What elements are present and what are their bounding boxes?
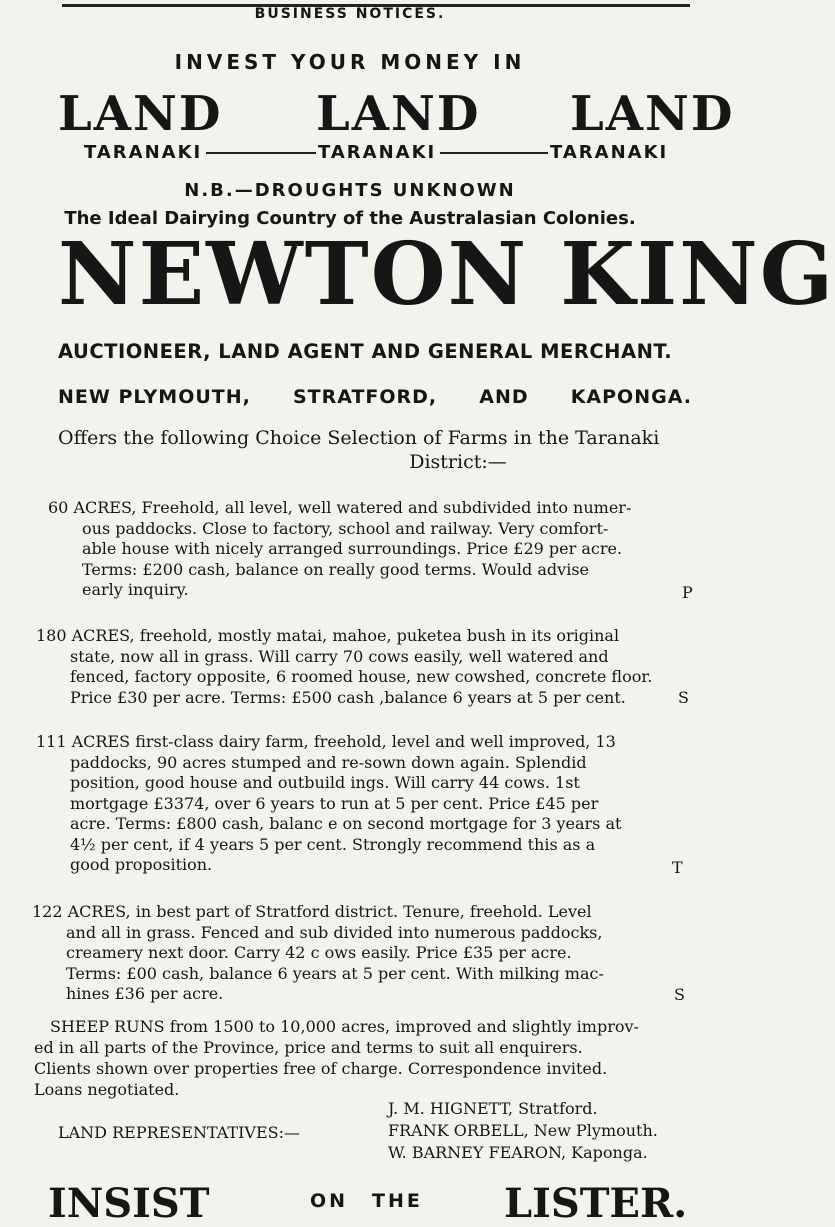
representatives-label: LAND REPRESENTATIVES:— xyxy=(58,1123,301,1142)
listing-letter: P xyxy=(682,583,693,602)
listing-180-acres xyxy=(36,626,652,708)
representative-name: W. BARNEY FEARON, Kaponga. xyxy=(388,1143,648,1162)
listing-line: 122 ACRES, in best part of Stratford district. Tenure, freehold. Level xyxy=(32,902,592,921)
footer-word-the: THE xyxy=(372,1190,423,1212)
ideal-tagline: The Ideal Dairying Country of the Australasian Colonies. xyxy=(64,208,636,229)
listing-line: fenced, factory opposite, 6 roomed house, new cowshed, concrete floor. xyxy=(70,667,653,686)
offers-line-1: Offers the following Choice Selection of Farms in the Taranaki xyxy=(58,427,660,449)
listing-line: paddocks, 90 acres stumped and re-sown down again. Splendid xyxy=(70,752,587,772)
dash-line-2 xyxy=(440,152,548,154)
sheep-line: ed in all parts of the Province, price and terms to suit all enquirers. xyxy=(34,1038,583,1057)
listing-line: hines £36 per acre. xyxy=(66,984,224,1003)
listing-line: position, good house and outbuild ings. Will carry 44 cows. 1st xyxy=(70,773,580,792)
land-word-2: LAND xyxy=(316,86,481,142)
listing-60-acres xyxy=(48,498,631,601)
representative-name: J. M. HIGNETT, Stratford. xyxy=(388,1099,598,1118)
section-header: BUSINESS NOTICES. xyxy=(254,6,446,22)
town-1: NEW PLYMOUTH, xyxy=(58,386,251,408)
listing-line: able house with nicely arranged surroundings. Price £29 per acre. xyxy=(82,539,623,558)
listing-122-acres xyxy=(32,902,604,1005)
listing-line: ous paddocks. Close to factory, school and railway. Very comfort- xyxy=(82,518,609,538)
footer-word-on: ON xyxy=(310,1190,349,1212)
listing-line: creamery next door. Carry 42 c ows easily. Price £35 per acre. xyxy=(66,943,572,962)
sheep-line: Clients shown over properties free of charge. Correspondence invited. xyxy=(34,1059,608,1078)
listing-line: Price £30 per acre. Terms: £500 cash ,balance 6 years at 5 per cent. xyxy=(70,687,626,707)
land-word-1: LAND xyxy=(58,86,223,142)
taranaki-3: TARANAKI xyxy=(550,142,669,163)
offers-intro xyxy=(58,426,698,474)
towns-line xyxy=(58,386,692,408)
listing-111-acres xyxy=(36,732,621,876)
town-4: KAPONGA. xyxy=(570,386,692,408)
listing-line: 60 ACRES, Freehold, all level, well watered and subdivided into numer- xyxy=(48,498,632,517)
town-3: AND xyxy=(479,386,529,408)
town-2: STRATFORD, xyxy=(292,386,438,408)
listing-letter: S xyxy=(674,985,685,1004)
drought-notice: N.B.—DROUGHTS UNKNOWN xyxy=(184,180,516,201)
trade-line: AUCTIONEER, LAND AGENT AND GENERAL MERCHANT. xyxy=(58,340,673,363)
listing-letter: T xyxy=(672,858,683,877)
representative-name: FRANK ORBELL, New Plymouth. xyxy=(388,1121,658,1140)
footer-headline xyxy=(0,1180,700,1227)
listing-line: 180 ACRES, freehold, mostly matai, mahoe, puketea bush in its original xyxy=(36,626,620,645)
listing-line: 4½ per cent, if 4 years 5 per cent. Strongly recommend this as a xyxy=(70,834,596,854)
listing-line: good proposition. xyxy=(70,855,213,874)
sheep-runs-notice xyxy=(34,1016,684,1100)
footer-word-insist: INSIST xyxy=(48,1180,210,1227)
taranaki-2: TARANAKI xyxy=(318,142,437,163)
taranaki-1: TARANAKI xyxy=(84,142,203,163)
sheep-line: Loans negotiated. xyxy=(34,1080,180,1099)
invest-heading: INVEST YOUR MONEY IN xyxy=(174,50,526,74)
land-word-3: LAND xyxy=(570,86,735,142)
listing-line: early inquiry. xyxy=(82,580,189,599)
listing-line: Terms: £00 cash, balance 6 years at 5 per cent. With milking mac- xyxy=(66,963,604,983)
offers-line-2: District:— xyxy=(409,451,507,473)
listing-line: 111 ACRES first-class dairy farm, freehold, level and well improved, 13 xyxy=(36,732,616,751)
listing-line: mortgage £3374, over 6 years to run at 5 per cent. Price £45 per xyxy=(70,793,599,813)
footer-word-lister: LISTER. xyxy=(504,1180,688,1227)
sheep-line: SHEEP RUNS from 1500 to 10,000 acres, improved and slightly improv- xyxy=(50,1017,639,1036)
representatives-names xyxy=(388,1098,658,1164)
listing-line: Terms: £200 cash, balance on really good terms. Would advise xyxy=(82,559,589,579)
listing-line: state, now all in grass. Will carry 70 cows easily, well watered and xyxy=(70,646,609,666)
dash-line-1 xyxy=(206,152,316,154)
firm-name: NEWTON KING xyxy=(58,224,835,325)
listing-line: and all in grass. Fenced and sub divided into numerous paddocks, xyxy=(66,922,603,942)
listing-line: acre. Terms: £800 cash, balanc e on second mortgage for 3 years at xyxy=(70,814,622,833)
listing-letter: S xyxy=(678,688,689,707)
